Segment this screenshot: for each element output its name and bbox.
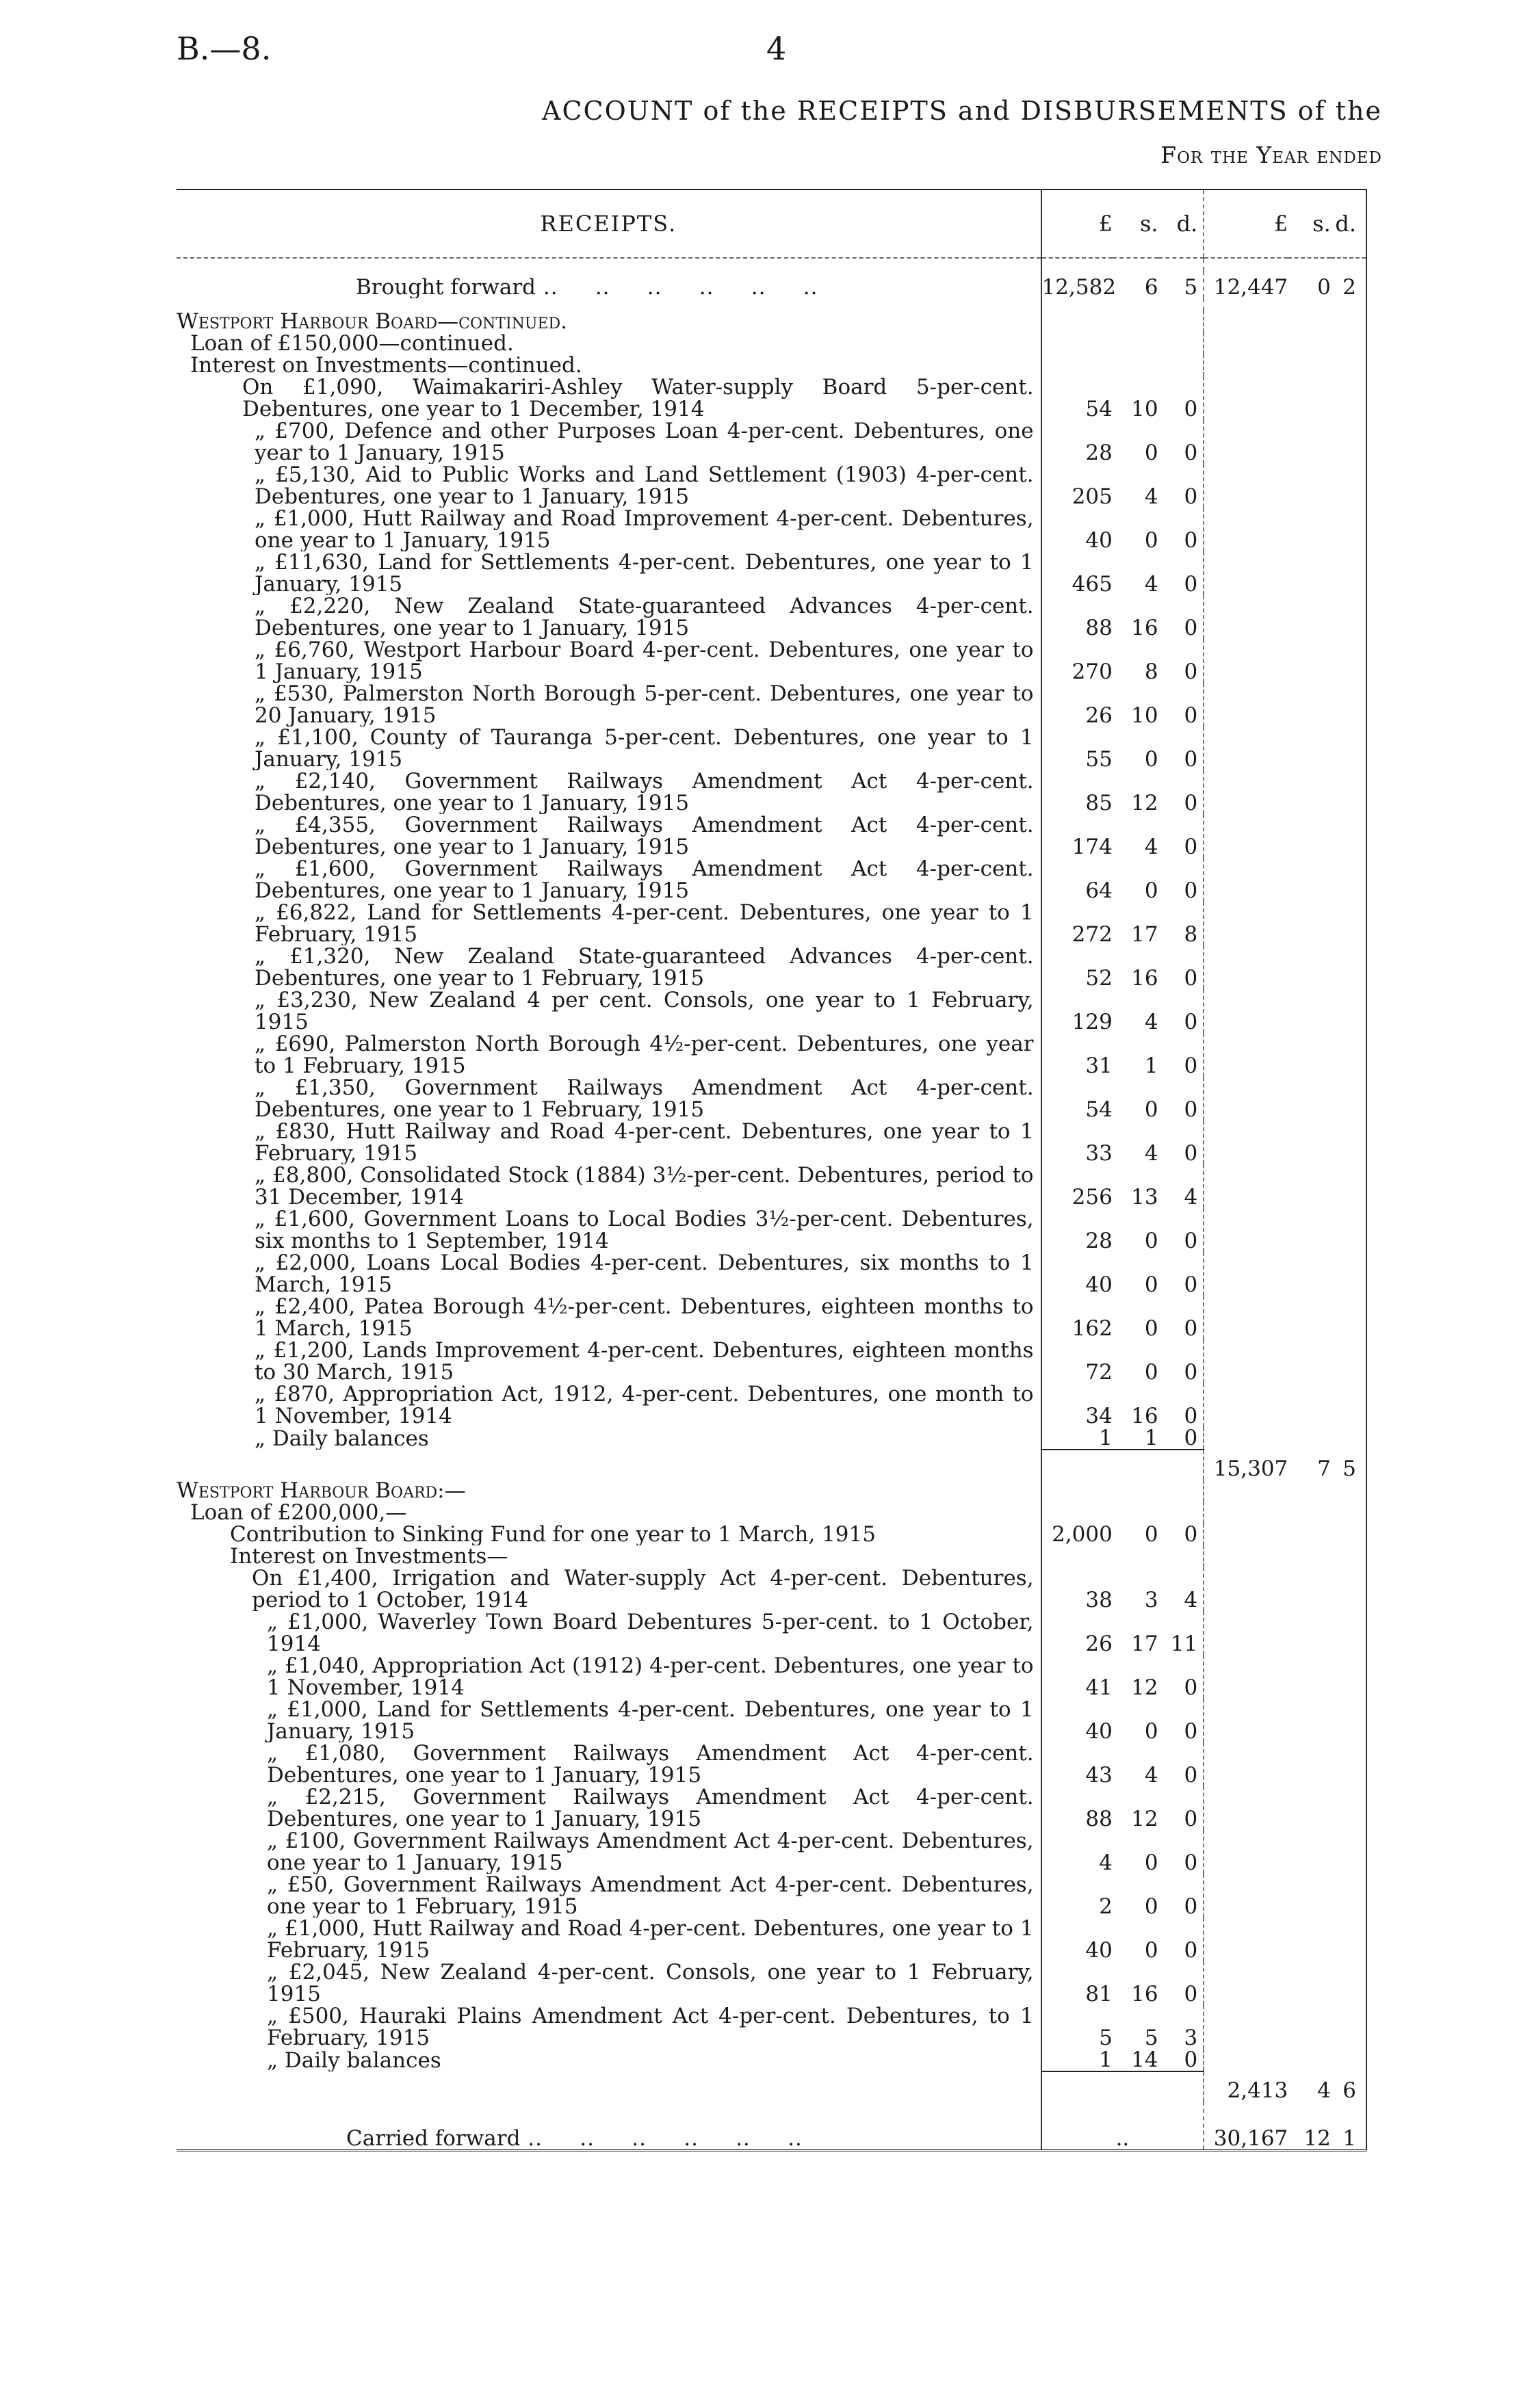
item-description: „ £2,045, New Zealand 4-per-cent. Consols, one year to 1 February, 1915 bbox=[267, 1961, 1034, 2005]
item-pence: 0 bbox=[1184, 659, 1198, 684]
item-pounds: 1 bbox=[1041, 1427, 1113, 1450]
item-shillings: 16 bbox=[1131, 1404, 1158, 1428]
item-description: „ £2,140, Government Railways Amendment Act 4-per-cent. Debentures, one year to 1 January, 1915 bbox=[255, 770, 1034, 814]
item-pounds: 72 bbox=[1041, 1339, 1113, 1383]
item-description: „ £1,200, Lands Improvement 4-per-cent. Debentures, eighteen months to 30 March, 1915 bbox=[255, 1339, 1034, 1383]
section1-loan: Loan of £150,000—continued. bbox=[190, 332, 514, 354]
section2-loan: Loan of £200,000,— bbox=[190, 1502, 407, 1523]
item-pence: 0 bbox=[1184, 878, 1198, 903]
item-shillings: 0 bbox=[1144, 1850, 1158, 1875]
section-subheading-row bbox=[177, 1502, 1366, 1523]
item-pounds: 28 bbox=[1041, 420, 1113, 464]
brought-forward-total-pounds: 12,447 bbox=[1204, 271, 1288, 298]
list-item bbox=[177, 1296, 1366, 1339]
item-shillings: 14 bbox=[1131, 2047, 1158, 2072]
item-pounds: 64 bbox=[1041, 858, 1113, 902]
item-description: „ £2,220, New Zealand State-guaranteed Advances 4-per-cent. Debentures, one year to 1 January, 1915 bbox=[255, 595, 1034, 639]
item-pence: 0 bbox=[1184, 1054, 1198, 1078]
item-pence: 0 bbox=[1184, 966, 1198, 991]
item-pounds: 1 bbox=[1041, 2049, 1113, 2071]
item-shillings: 16 bbox=[1131, 616, 1158, 640]
item-pounds: 85 bbox=[1041, 770, 1113, 814]
list-item bbox=[177, 1252, 1366, 1296]
brought-forward-row bbox=[177, 271, 1366, 298]
item-shillings: 0 bbox=[1144, 1229, 1158, 1253]
item-pence: 0 bbox=[1184, 1982, 1198, 2006]
col-pound-lines: £ bbox=[1041, 189, 1113, 258]
item-shillings: 0 bbox=[1144, 441, 1158, 465]
item-shillings: 8 bbox=[1144, 659, 1158, 684]
list-item bbox=[177, 1699, 1366, 1742]
item-pence: 0 bbox=[1184, 1272, 1198, 1297]
section-heading-row bbox=[177, 311, 1366, 332]
item-shillings: 13 bbox=[1131, 1185, 1158, 1209]
section1-heading: Westport Harbour Board—continued. bbox=[177, 311, 568, 332]
item-description: „ £3,230, New Zealand 4 per cent. Consols, one year to 1 February, 1915 bbox=[255, 989, 1034, 1033]
item-pounds: 43 bbox=[1041, 1742, 1113, 1786]
item-pounds: 41 bbox=[1041, 1655, 1113, 1699]
item-pence: 0 bbox=[1184, 1719, 1198, 1744]
item-pence: 0 bbox=[1184, 2047, 1198, 2072]
item-description: „ £1,000, Waverley Town Board Debentures 5-per-cent. to 1 October, 1914 bbox=[267, 1611, 1034, 1655]
item-pence: 0 bbox=[1184, 1675, 1198, 1700]
sinking-fund-row bbox=[177, 1523, 1366, 1545]
item-description: „ £2,000, Loans Local Bodies 4-per-cent. Debentures, six months to 1 March, 1915 bbox=[255, 1252, 1034, 1296]
item-description: „ £690, Palmerston North Borough 4½-per-cent. Debentures, one year to 1 February, 1915 bbox=[255, 1033, 1034, 1077]
section2-total-row bbox=[177, 2071, 1366, 2102]
carried-forward-label: Carried forward bbox=[346, 2126, 521, 2151]
carried-forward-lines: .. bbox=[1041, 2102, 1204, 2151]
carried-forward-total-shillings: 12 bbox=[1288, 2102, 1331, 2151]
item-description: „ Daily balances bbox=[267, 2049, 441, 2071]
item-shillings: 0 bbox=[1144, 1719, 1158, 1744]
item-pounds: 81 bbox=[1041, 1961, 1113, 2005]
item-description: „ £1,000, Land for Settlements 4-per-cent. Debentures, one year to 1 January, 1915 bbox=[267, 1699, 1034, 1742]
item-pounds: 270 bbox=[1041, 639, 1113, 683]
carried-forward-total-pence: 1 bbox=[1331, 2102, 1366, 2151]
list-item bbox=[177, 1742, 1366, 1786]
item-shillings: 0 bbox=[1144, 1097, 1158, 1122]
item-shillings: 1 bbox=[1144, 1054, 1158, 1078]
list-item bbox=[177, 1655, 1366, 1699]
item-description: „ £1,000, Hutt Railway and Road 4-per-cent. Debentures, one year to 1 February, 1915 bbox=[267, 1918, 1034, 1961]
item-pounds: 40 bbox=[1041, 1252, 1113, 1296]
item-pence: 0 bbox=[1184, 1360, 1198, 1385]
item-description: „ £6,822, Land for Settlements 4-per-cent. Debentures, one year to 1 February, 1915 bbox=[255, 902, 1034, 945]
item-pence: 0 bbox=[1184, 1522, 1198, 1547]
item-shillings: 12 bbox=[1131, 791, 1158, 815]
brought-forward-label: Brought forward bbox=[356, 275, 536, 298]
item-shillings: 0 bbox=[1144, 1522, 1158, 1547]
item-pence: 0 bbox=[1184, 572, 1198, 597]
section-total-shillings: 7 bbox=[1317, 1456, 1331, 1481]
item-shillings: 4 bbox=[1144, 1141, 1158, 1166]
item-shillings: 4 bbox=[1144, 572, 1158, 597]
item-pounds: 2,000 bbox=[1041, 1523, 1113, 1545]
item-shillings: 17 bbox=[1131, 922, 1158, 947]
item-pounds: 52 bbox=[1041, 945, 1113, 989]
brought-forward-total-shillings: 0 bbox=[1317, 275, 1331, 300]
item-pence: 0 bbox=[1184, 1894, 1198, 1919]
item-pence: 0 bbox=[1184, 703, 1198, 728]
list-item bbox=[177, 420, 1366, 464]
item-description: „ £1,600, Government Loans to Local Bodies 3½-per-cent. Debentures, six months to 1 September, 1914 bbox=[255, 1208, 1034, 1252]
list-item bbox=[177, 1208, 1366, 1252]
item-pounds: 54 bbox=[1041, 1077, 1113, 1121]
list-item bbox=[177, 858, 1366, 902]
item-pounds: 26 bbox=[1041, 1611, 1113, 1655]
section-subheading-row bbox=[177, 354, 1366, 376]
item-description: „ £1,320, New Zealand State-guaranteed Advances 4-per-cent. Debentures, one year to 1 February, 1915 bbox=[255, 945, 1034, 989]
list-item bbox=[177, 1611, 1366, 1655]
item-description: „ £50, Government Railways Amendment Act 4-per-cent. Debentures, one year to 1 February, 1915 bbox=[267, 1874, 1034, 1918]
item-description: „ £2,400, Patea Borough 4½-per-cent. Debentures, eighteen months to 1 March, 1915 bbox=[255, 1296, 1034, 1339]
item-shillings: 0 bbox=[1144, 1316, 1158, 1341]
account-subtitle: For the Year ended bbox=[1160, 142, 1382, 168]
item-pounds: 26 bbox=[1041, 683, 1113, 727]
item-pounds: 40 bbox=[1041, 1699, 1113, 1742]
item-pounds: 4 bbox=[1041, 1830, 1113, 1874]
brought-forward-lines-pence: 5 bbox=[1184, 275, 1198, 300]
list-item bbox=[177, 1164, 1366, 1208]
item-pence: 0 bbox=[1184, 1404, 1198, 1428]
list-item bbox=[177, 1786, 1366, 1830]
item-pounds: 28 bbox=[1041, 1208, 1113, 1252]
item-pence: 0 bbox=[1184, 835, 1198, 859]
item-shillings: 16 bbox=[1131, 1982, 1158, 2006]
item-pounds: 40 bbox=[1041, 508, 1113, 551]
item-description: „ £1,040, Appropriation Act (1912) 4-per-cent. Debentures, one year to 1 November, 1914 bbox=[267, 1655, 1034, 1699]
list-item bbox=[177, 1830, 1366, 1874]
item-pence: 0 bbox=[1184, 484, 1198, 509]
item-pence: 0 bbox=[1184, 441, 1198, 465]
brought-forward-lines-pounds: 12,582 bbox=[1041, 271, 1113, 298]
item-description: Contribution to Sinking Fund for one year to 1 March, 1915 bbox=[230, 1523, 876, 1545]
page-number: 4 bbox=[766, 30, 787, 67]
list-item bbox=[177, 945, 1366, 989]
list-item bbox=[177, 727, 1366, 770]
section-subheading-row bbox=[177, 1480, 1366, 1502]
item-shillings: 1 bbox=[1144, 1426, 1158, 1450]
item-shillings: 4 bbox=[1144, 484, 1158, 509]
item-description: „ £1,100, County of Tauranga 5-per-cent. Debentures, one year to 1 January, 1915 bbox=[255, 727, 1034, 770]
item-pounds: 174 bbox=[1041, 814, 1113, 858]
item-pence: 0 bbox=[1184, 1229, 1198, 1253]
item-pence: 4 bbox=[1184, 1185, 1198, 1209]
item-pence: 0 bbox=[1184, 791, 1198, 815]
item-description: „ £1,350, Government Railways Amendment Act 4-per-cent. Debentures, one year to 1 February, 1915 bbox=[255, 1077, 1034, 1121]
list-item bbox=[177, 1383, 1366, 1427]
item-description: On £1,090, Waimakariri-Ashley Water-supply Board 5-per-cent. Debentures, one year to 1 December, 1914 bbox=[242, 376, 1034, 420]
item-pence: 0 bbox=[1184, 1010, 1198, 1034]
item-description: „ £1,080, Government Railways Amendment Act 4-per-cent. Debentures, one year to 1 January, 1915 bbox=[267, 1742, 1034, 1786]
item-description: „ £6,760, Westport Harbour Board 4-per-cent. Debentures, one year to 1 January, 1915 bbox=[255, 639, 1034, 683]
list-item bbox=[177, 2005, 1366, 2049]
item-description: „ £1,000, Hutt Railway and Road Improvement 4-per-cent. Debentures, one year to 1 January, 1915 bbox=[255, 508, 1034, 551]
list-item bbox=[177, 551, 1366, 595]
item-description: „ £530, Palmerston North Borough 5-per-cent. Debentures, one year to 20 January, 1915 bbox=[255, 683, 1034, 727]
item-pence: 0 bbox=[1184, 1141, 1198, 1166]
brought-forward-lines-shillings: 6 bbox=[1144, 275, 1158, 300]
item-pounds: 162 bbox=[1041, 1296, 1113, 1339]
item-pounds: 256 bbox=[1041, 1164, 1113, 1208]
item-pounds: 34 bbox=[1041, 1383, 1113, 1427]
item-pence: 0 bbox=[1184, 1316, 1198, 1341]
item-shillings: 3 bbox=[1144, 1588, 1158, 1612]
list-item bbox=[177, 683, 1366, 727]
item-shillings: 10 bbox=[1131, 703, 1158, 728]
item-shillings: 16 bbox=[1131, 966, 1158, 991]
item-pence: 4 bbox=[1184, 1588, 1198, 1612]
item-shillings: 4 bbox=[1144, 1010, 1158, 1034]
section-total-pence: 6 bbox=[1331, 2071, 1366, 2102]
item-shillings: 0 bbox=[1144, 1272, 1158, 1297]
list-item bbox=[177, 2049, 1366, 2071]
item-shillings: 0 bbox=[1144, 1360, 1158, 1385]
section-subheading-row bbox=[177, 1545, 1366, 1567]
brought-forward-total-pence: 2 bbox=[1331, 271, 1366, 298]
item-shillings: 12 bbox=[1131, 1675, 1158, 1700]
item-description: „ £5,130, Aid to Public Works and Land Settlement (1903) 4-per-cent. Debentures, one year to 1 January, 1915 bbox=[255, 464, 1034, 508]
section-total-pence: 5 bbox=[1331, 1450, 1366, 1480]
item-pounds: 88 bbox=[1041, 1786, 1113, 1830]
item-pounds: 54 bbox=[1041, 376, 1113, 420]
item-shillings: 0 bbox=[1144, 528, 1158, 553]
item-shillings: 10 bbox=[1131, 397, 1158, 421]
item-pence: 0 bbox=[1184, 1426, 1198, 1450]
page-reference: B.—8. bbox=[177, 30, 272, 67]
item-description: „ £2,215, Government Railways Amendment Act 4-per-cent. Debentures, one year to 1 January, 1915 bbox=[267, 1786, 1034, 1830]
item-pounds: 2 bbox=[1041, 1874, 1113, 1918]
item-description: „ £830, Hutt Railway and Road 4-per-cent. Debentures, one year to 1 February, 1915 bbox=[255, 1121, 1034, 1164]
section1-total-row bbox=[177, 1450, 1366, 1480]
list-item bbox=[177, 1567, 1366, 1611]
section1-interest: Interest on Investments—continued. bbox=[190, 354, 582, 376]
item-pence: 0 bbox=[1184, 1807, 1198, 1831]
item-description: On £1,400, Irrigation and Water-supply Act 4-per-cent. Debentures, period to 1 October, 1914 bbox=[252, 1567, 1034, 1611]
list-item bbox=[177, 1427, 1366, 1450]
section-total-shillings: 4 bbox=[1317, 2078, 1331, 2103]
item-pounds: 38 bbox=[1041, 1567, 1113, 1611]
item-pence: 11 bbox=[1170, 1632, 1198, 1656]
table-header-row bbox=[177, 189, 1366, 258]
col-shillings-lines: s. bbox=[1113, 189, 1158, 258]
list-item bbox=[177, 770, 1366, 814]
item-pence: 0 bbox=[1184, 397, 1198, 421]
section2-heading: Westport Harbour Board:— bbox=[177, 1480, 466, 1502]
item-pounds: 272 bbox=[1041, 902, 1113, 945]
item-pence: 0 bbox=[1184, 1850, 1198, 1875]
item-description: „ £500, Hauraki Plains Amendment Act 4-per-cent. Debentures, to 1 February, 1915 bbox=[267, 2005, 1034, 2049]
item-pence: 8 bbox=[1184, 922, 1198, 947]
carried-forward-row bbox=[177, 2102, 1366, 2151]
item-pence: 0 bbox=[1184, 1763, 1198, 1788]
item-pence: 3 bbox=[1184, 2026, 1198, 2050]
item-shillings: 0 bbox=[1144, 1894, 1158, 1919]
section2-interest: Interest on Investments— bbox=[230, 1545, 508, 1567]
list-item bbox=[177, 989, 1366, 1033]
item-shillings: 0 bbox=[1144, 1938, 1158, 1963]
list-item bbox=[177, 1121, 1366, 1164]
item-description: „ £11,630, Land for Settlements 4-per-cent. Debentures, one year to 1 January, 1915 bbox=[255, 551, 1034, 595]
list-item bbox=[177, 639, 1366, 683]
item-shillings: 12 bbox=[1131, 1807, 1158, 1831]
item-pounds: 88 bbox=[1041, 595, 1113, 639]
list-item bbox=[177, 1033, 1366, 1077]
item-pounds: 5 bbox=[1041, 2005, 1113, 2049]
item-pence: 0 bbox=[1184, 1097, 1198, 1122]
item-shillings: 0 bbox=[1144, 747, 1158, 772]
carried-forward-total-pounds: 30,167 bbox=[1204, 2102, 1288, 2151]
item-pounds: 33 bbox=[1041, 1121, 1113, 1164]
list-item bbox=[177, 1874, 1366, 1918]
list-item bbox=[177, 508, 1366, 551]
item-description: „ £870, Appropriation Act, 1912, 4-per-cent. Debentures, one month to 1 November, 1914 bbox=[255, 1383, 1034, 1427]
item-pounds: 465 bbox=[1041, 551, 1113, 595]
item-shillings: 0 bbox=[1144, 878, 1158, 903]
receipts-table bbox=[177, 189, 1367, 2151]
account-title: ACCOUNT of the RECEIPTS and DISBURSEMENTS of the bbox=[542, 96, 1382, 126]
col-pound-totals: £ bbox=[1204, 189, 1288, 258]
receipts-heading: RECEIPTS. bbox=[177, 189, 1041, 258]
section-total-pounds: 15,307 bbox=[1204, 1450, 1288, 1480]
item-pence: 0 bbox=[1184, 747, 1198, 772]
list-item bbox=[177, 464, 1366, 508]
item-shillings: 5 bbox=[1144, 2026, 1158, 2050]
item-pounds: 40 bbox=[1041, 1918, 1113, 1961]
item-description: „ Daily balances bbox=[255, 1427, 429, 1450]
item-pounds: 55 bbox=[1041, 727, 1113, 770]
col-pence-totals: d. bbox=[1331, 189, 1366, 258]
item-pounds: 205 bbox=[1041, 464, 1113, 508]
item-shillings: 17 bbox=[1131, 1632, 1158, 1656]
list-item bbox=[177, 902, 1366, 945]
section-subheading-row bbox=[177, 332, 1366, 354]
col-pence-lines: d. bbox=[1158, 189, 1204, 258]
section-total-pounds: 2,413 bbox=[1204, 2071, 1288, 2102]
item-pence: 0 bbox=[1184, 616, 1198, 640]
item-pence: 0 bbox=[1184, 1938, 1198, 1963]
list-item bbox=[177, 595, 1366, 639]
item-description: „ £4,355, Government Railways Amendment Act 4-per-cent. Debentures, one year to 1 January, 1915 bbox=[255, 814, 1034, 858]
item-shillings: 4 bbox=[1144, 835, 1158, 859]
list-item bbox=[177, 1918, 1366, 1961]
item-pence: 0 bbox=[1184, 528, 1198, 553]
item-pounds: 31 bbox=[1041, 1033, 1113, 1077]
list-item bbox=[177, 1077, 1366, 1121]
item-description: „ £1,600, Government Railways Amendment Act 4-per-cent. Debentures, one year to 1 January, 1915 bbox=[255, 858, 1034, 902]
item-shillings: 4 bbox=[1144, 1763, 1158, 1788]
list-item bbox=[177, 814, 1366, 858]
list-item bbox=[177, 1339, 1366, 1383]
list-item bbox=[177, 376, 1366, 420]
list-item bbox=[177, 1961, 1366, 2005]
item-description: „ £700, Defence and other Purposes Loan 4-per-cent. Debentures, one year to 1 January, 1915 bbox=[255, 420, 1034, 464]
item-pounds: 129 bbox=[1041, 989, 1113, 1033]
item-description: „ £8,800, Consolidated Stock (1884) 3½-per-cent. Debentures, period to 31 December, 1914 bbox=[255, 1164, 1034, 1208]
item-description: „ £100, Government Railways Amendment Act 4-per-cent. Debentures, one year to 1 January, 1915 bbox=[267, 1830, 1034, 1874]
col-shillings-totals: s. bbox=[1288, 189, 1331, 258]
leader-dots: .. .. .. .. .. .. bbox=[520, 2126, 803, 2151]
leader-dots: .. .. .. .. .. .. bbox=[536, 275, 818, 298]
